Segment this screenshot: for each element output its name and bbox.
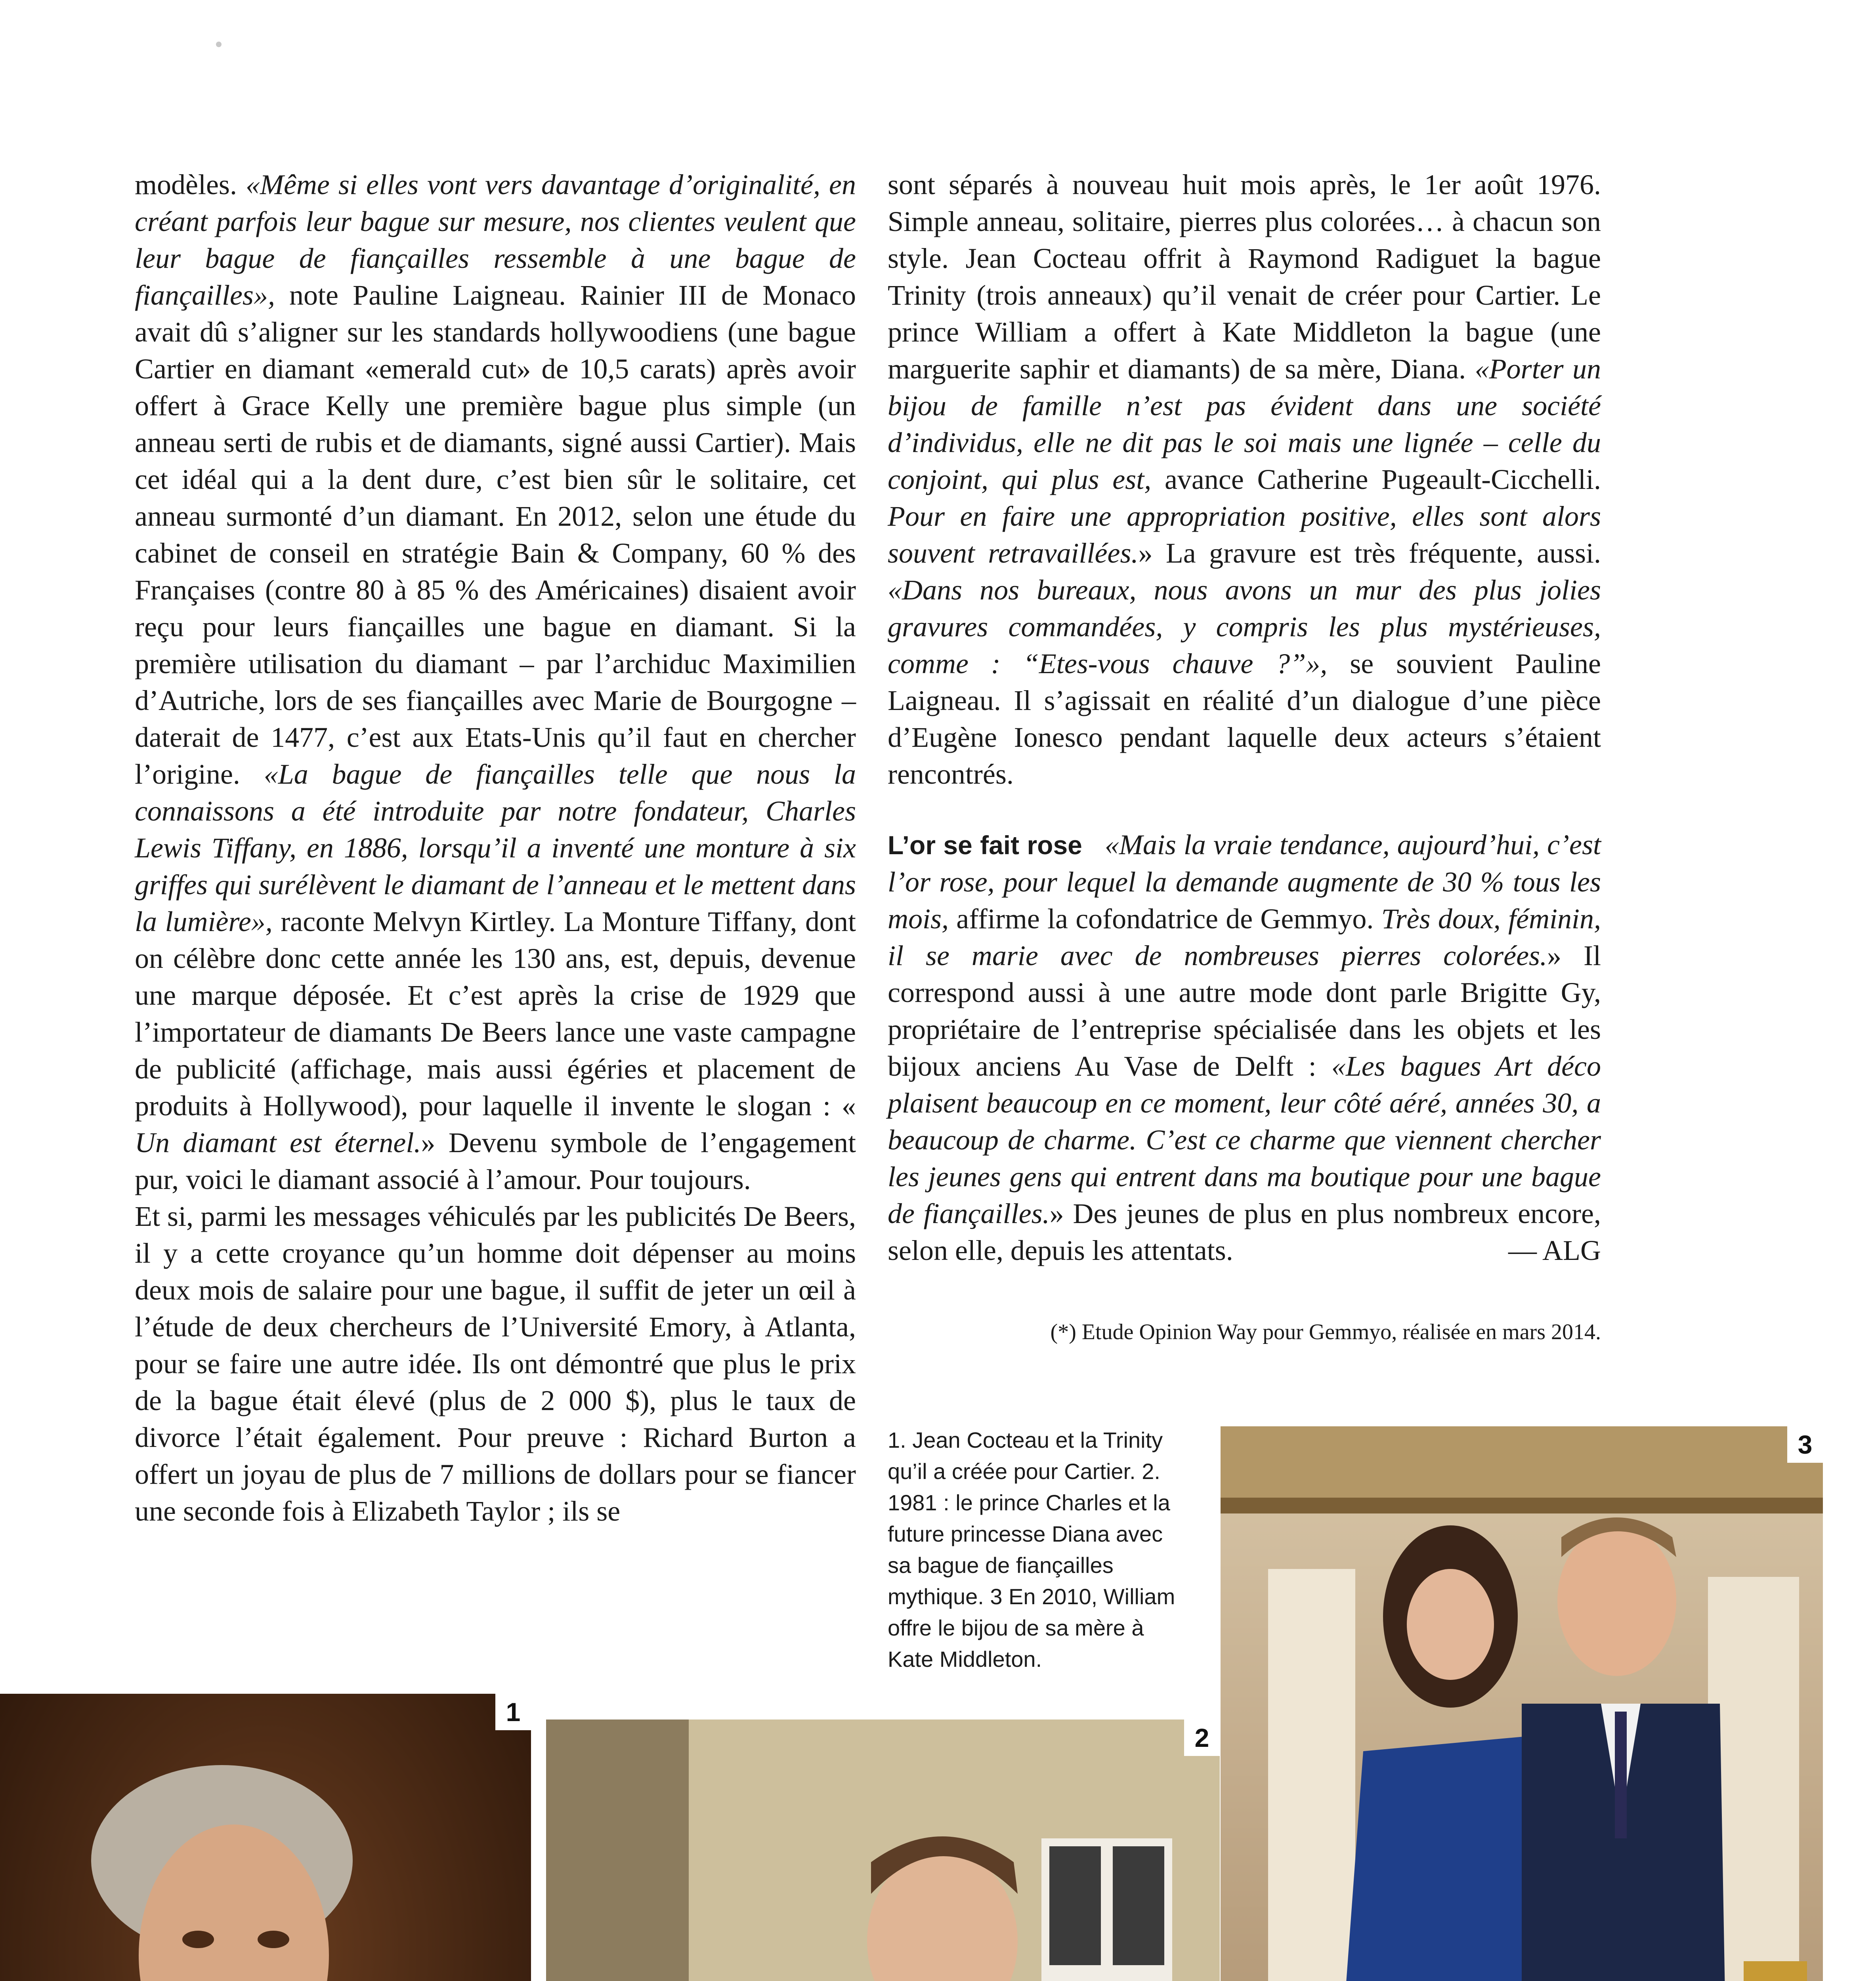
footnote: (*) Etude Opinion Way pour Gemmyo, réalisée en mars 2014.	[1050, 1320, 1601, 1344]
section-or-rose	[888, 826, 1601, 1269]
text-run: «Même si elles vont vers davantage d’originalité, en créant parfois leur bague sur mesure, nos clientes veulent que leur bague de fiançailles ressemble à une bague de fiançailles»,	[135, 169, 856, 311]
text-run: sont séparés à nouveau huit mois après, le 1er août 1976. Simple anneau, solitaire, pierres plus colorées… à chacun son style. Jean Cocteau offrit à Raymond Radiguet la bague Trinity (trois anneaux) qu’il venait de créer pour Cartier. Le prince William a offert à Kate Middleton la bague (une marguerite saphir et diamants) de sa mère, Diana.	[888, 169, 1601, 385]
text-run: «Dans nos bureaux, nous avons un mur des plus jolies gravures commandées, y compris les plus mystérieuses, comme : “Etes-vous chauve ?”»,	[888, 574, 1601, 679]
text-run: Pour en faire une appropriation positive, elles sont alors souvent retravaillées.	[888, 500, 1601, 569]
text-run: se souvient Pauline Laigneau. Il s’agissait en réalité d’un dialogue d’une pièce d’Eugène Ionesco pendant laquelle deux acteurs s’étaient rencontrés.	[888, 648, 1601, 790]
photo-number: 2	[1184, 1720, 1220, 1756]
text-run: «Mais la vraie tendance, aujourd’hui, c’est l’or rose, pour lequel la demande augmente de 30 % tous les mois,	[888, 829, 1601, 935]
text-run: Très doux, féminin, il se marie avec de nombreuses pierres colorées.	[888, 903, 1601, 971]
text-run: «Les bagues Art déco plaisent beaucoup en ce moment, leur côté aéré, années 30, a beaucoup de charme. C’est ce charme que viennent chercher les jeunes gens qui entrent dans ma boutique pour une bague de fiançailles.	[888, 1050, 1601, 1229]
photo-caption: 1. Jean Cocteau et la Trinity qu’il a créée pour Cartier. 2. 1981 : le prince Charles et la future princesse Diana avec sa bague de fiançailles mythique. 3 En 2010, William offre le bijou de sa mère à Kate Middleton.	[888, 1428, 1175, 1672]
text-run: Un diamant est éternel.	[135, 1127, 421, 1158]
right-paragraph	[888, 166, 1601, 793]
text-run: «La bague de fiançailles telle que nous la connaissons a été introduite par notre fondateur, Charles Lewis Tiffany, en 1886, lorsqu’il a inventé une monture à six griffes qui surélèvent le diamant de l’anneau et le mettent dans la lumière»,	[135, 758, 856, 937]
text-run: note Pauline Laigneau. Rainier III de Monaco avait dû s’aligner sur les standards hollywoodiens (une bague Cartier en diamant «emerald cut» de 10,5 carats) après avoir offert à Grace Kelly une première bague plus simple (un anneau serti de rubis et de diamants, signé aussi Cartier). Mais cet idéal qui a la dent dure, c’est bien sûr le solitaire, cet anneau surmonté d’un diamant. En 2012, selon une étude du cabinet de conseil en stratégie Bain & Company, 60 % des Françaises (contre 80 à 85 % des Américaines) disaient avoir reçu pour leurs fiançailles une bague en diamant. Si la première utilisation du diamant – par l’archiduc Maximilien d’Autriche, lors de ses fiançailles avec Marie de Bourgogne – daterait de 1477, c’est aux Etats-Unis qu’il faut en chercher l’origine.	[135, 279, 856, 790]
photo-william-kate	[1221, 1426, 1823, 1981]
text-run: Et si, parmi les messages véhiculés par les publicités De Beers, il y a cette croyance qu’un homme doit dépenser au moins deux mois de salaire pour une bague, il suffit de jeter un œil à l’étude de deux chercheurs de l’Université Emory, à Atlanta, pour se faire une autre idée. Ils ont démontré que plus le prix de la bague était élevé (plus de 2 000 $), plus le taux de divorce l’était également. Pour preuve : Richard Burton a offert un joyau de plus de 7 millions de dollars pour se fiancer une seconde fois à Elizabeth Taylor ; ils se	[135, 1200, 856, 1527]
text-run: » Devenu symbole de l’engagement pur, voici le diamant associé à l’amour. Pour toujours.	[135, 1127, 856, 1195]
text-run: » Il correspond aussi à une autre mode dont parle Brigitte Gy, propriétaire de l’entreprise spécialisée dans les objets et les bijoux anciens Au Vase de Delft :	[888, 940, 1601, 1082]
text-run: » La gravure est très fréquente, aussi.	[1138, 537, 1601, 569]
text-run: «Porter un bijou de famille n’est pas évident dans une société d’individus, elle ne dit pas le soi mais une lignée – celle du conjoint, qui plus est,	[888, 353, 1601, 495]
photo-number: 1	[495, 1694, 531, 1730]
text-run: avance Catherine Pugeault-Cicchelli.	[1151, 464, 1601, 495]
print-mark	[216, 42, 222, 47]
text-run: » Des jeunes de plus en plus nombreux encore, selon elle, depuis les attentats.	[888, 1198, 1601, 1266]
photo-number: 3	[1787, 1426, 1823, 1463]
left-paragraph	[135, 166, 856, 1198]
author-signature: — ALG	[1508, 1235, 1601, 1266]
text-run: affirme la cofondatrice de Gemmyo.	[949, 903, 1381, 935]
text-run: raconte Melvyn Kirtley. La Monture Tiffany, dont on célèbre donc cette année les 130 ans, est, depuis, devenue une marque déposée. Et c’est après la crise de 1929 que l’importateur de diamants De Beers lance une vaste campagne de publicité (affichage, mais aussi égéries et placement de produits à Hollywood), pour laquelle il invente le slogan : «	[135, 906, 856, 1122]
left-paragraph	[135, 1198, 856, 1530]
text-run: modèles.	[135, 169, 246, 200]
article-left-column	[135, 166, 856, 1530]
photo-charles-diana	[546, 1720, 1220, 1981]
article-right-column	[888, 166, 1601, 1269]
photo-jean-cocteau	[0, 1694, 531, 1981]
section-heading: L’or se fait rose	[888, 830, 1082, 860]
